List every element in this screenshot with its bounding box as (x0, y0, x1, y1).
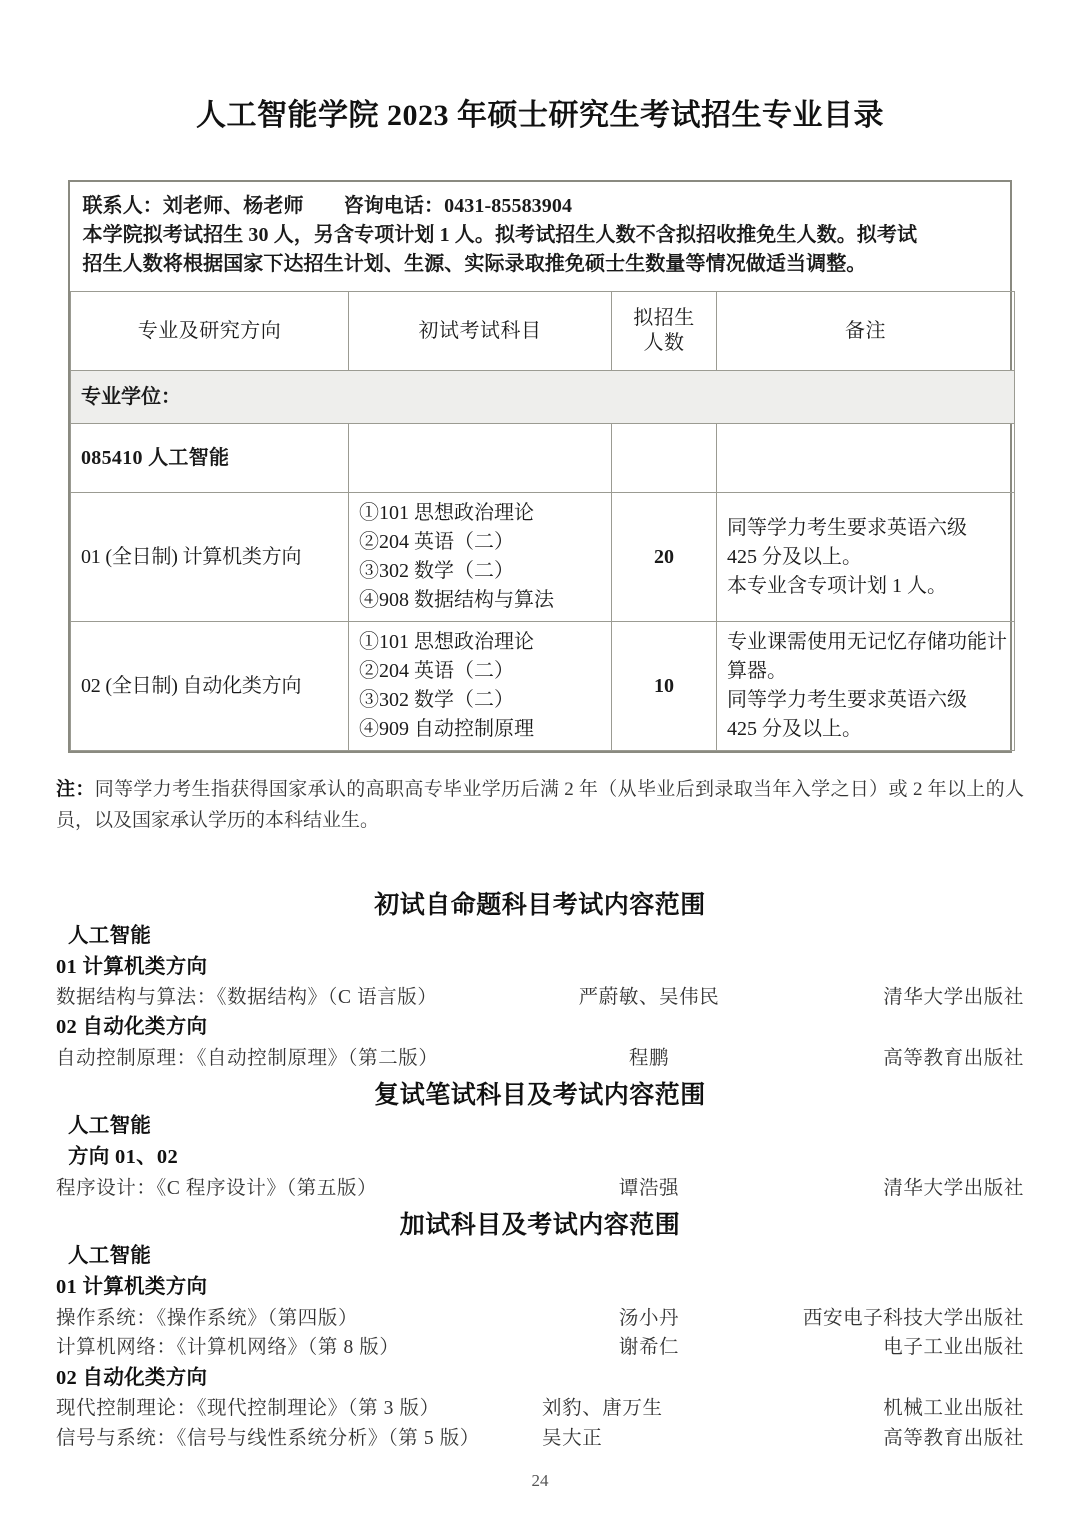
planned-enrollment-count: 20 (612, 493, 717, 622)
table-header-row (71, 292, 1015, 371)
section-heading-initial-exam: 初试自命题科目考试内容范围 (374, 891, 706, 919)
contact-line-3: 招生人数将根据国家下达招生计划、生源、实际录取推免硕士生数量等情况做适当调整。 (82, 253, 867, 275)
exam-subject-item: ①101 思想政治理论 (359, 502, 534, 524)
column-header-subjects: 初试考试科目 (349, 292, 612, 371)
section-body-initial-exam (56, 921, 1024, 1074)
degree-type-label: 专业学位： (71, 371, 1015, 424)
section-heading-retest-written: 复试笔试科目及考试内容范围 (374, 1082, 706, 1110)
direction-group-label: 01 计算机类方向 (56, 955, 208, 978)
footnote-label: 注： (56, 779, 95, 800)
book-entry (56, 983, 1024, 1013)
book-entry (56, 1044, 1024, 1074)
contact-label: 联系人： (82, 195, 163, 217)
remark-item: 算器。 (727, 660, 787, 682)
program-name: 人工智能 (68, 924, 152, 947)
book-author: 程鹏 (628, 1047, 670, 1069)
degree-code-remark-empty (717, 424, 1015, 493)
column-header-count-line1: 拟招生 (633, 307, 695, 329)
direction-group-label: 02 自动化类方向 (56, 1366, 208, 1389)
book-publisher: 高等教育出版社 (883, 1047, 1024, 1069)
book-title: 计算机网络：《计算机网络》（第 8 版） (56, 1337, 400, 1359)
degree-code-label: 085410 人工智能 (71, 424, 349, 493)
phone-number: 0431-85583904 (444, 195, 573, 217)
degree-code-subjects-empty (349, 424, 612, 493)
book-author: 刘豹、唐万生 (542, 1397, 663, 1419)
section-body-additional-exam (56, 1241, 1024, 1453)
book-author: 谢希仁 (618, 1337, 680, 1359)
book-entry (56, 1174, 1024, 1204)
exam-subjects-list (349, 622, 612, 751)
book-title: 自动控制原理：《自动控制原理》（第二版） (56, 1047, 439, 1069)
column-header-major: 专业及研究方向 (71, 292, 349, 371)
book-publisher: 机械工业出版社 (883, 1397, 1024, 1419)
book-title: 信号与系统：《信号与线性系统分析》（第 5 版） (56, 1427, 480, 1449)
book-title: 程序设计：《C 程序设计》（第五版） (56, 1177, 378, 1199)
remark-item: 本专业含专项计划 1 人。 (727, 574, 947, 597)
degree-type-band-row (71, 371, 1015, 424)
phone-label: 咨询电话： (343, 195, 445, 217)
direction-name: 01 (全日制) 计算机类方向 (71, 493, 349, 622)
admissions-table (70, 182, 1015, 751)
column-header-count-line2: 人数 (643, 332, 685, 354)
exam-subject-item: ④908 数据结构与算法 (359, 589, 554, 611)
table-row (71, 493, 1015, 622)
book-author: 汤小丹 (618, 1307, 680, 1329)
book-entry (56, 1424, 1024, 1454)
direction-group-label: 01 计算机类方向 (56, 1276, 208, 1299)
footnote (56, 775, 1024, 837)
degree-code-count-empty (612, 424, 717, 493)
book-author: 吴大正 (542, 1427, 603, 1449)
book-author: 严蔚敏、吴伟民 (578, 986, 720, 1008)
remark-list (717, 493, 1015, 622)
exam-subject-item: ①101 思想政治理论 (359, 631, 534, 653)
book-publisher: 西安电子科技大学出版社 (802, 1307, 1024, 1329)
book-title: 现代控制理论：《现代控制理论》（第 3 版） (56, 1397, 440, 1419)
direction-group-label: 方向 01、02 (68, 1146, 179, 1169)
book-title: 操作系统：《操作系统》（第四版） (56, 1307, 359, 1329)
contact-names: 刘老师、杨老师 (162, 195, 304, 217)
footnote-text: 同等学力考生指获得国家承认的高职高专毕业学历后满 2 年（从毕业后到录取当年入学之日）或 2 年以上的人员，以及国家承认学历的本科结业生。 (56, 779, 1024, 831)
admissions-table-wrapper (68, 180, 1012, 753)
section-heading-additional-exam: 加试科目及考试内容范围 (399, 1212, 681, 1240)
book-entry (56, 1304, 1024, 1334)
book-publisher: 清华大学出版社 (883, 986, 1024, 1008)
remark-list (717, 622, 1015, 751)
direction-name: 02 (全日制) 自动化类方向 (71, 622, 349, 751)
page-title: 人工智能学院 2023 年硕士研究生考试招生专业目录 (196, 99, 884, 132)
book-publisher: 高等教育出版社 (883, 1427, 1024, 1449)
page-number: 24 (531, 1471, 549, 1490)
book-entry (56, 1333, 1024, 1363)
exam-subject-item: ②204 英语（二） (359, 531, 514, 553)
exam-subject-item: ②204 英语（二） (359, 660, 514, 682)
book-author: 谭浩强 (618, 1177, 680, 1199)
remark-item: 同等学力考生要求英语六级 (727, 516, 967, 539)
column-header-remark: 备注 (717, 292, 1015, 371)
contact-line-2: 本学院拟考试招生 30 人，另含专项计划 1 人。拟考试招生人数不含拟招收推免生人数。拟考试 (82, 224, 918, 246)
column-header-count (612, 292, 717, 371)
exam-subjects-list (349, 493, 612, 622)
planned-enrollment-count: 10 (612, 622, 717, 751)
remark-item: 同等学力考生要求英语六级 (727, 689, 967, 711)
book-entry (56, 1394, 1024, 1424)
book-publisher: 电子工业出版社 (883, 1337, 1024, 1359)
book-title: 数据结构与算法：《数据结构》（C 语言版） (56, 986, 438, 1008)
exam-subject-item: ③302 数学（二） (359, 689, 514, 711)
section-body-retest-written (56, 1111, 1024, 1203)
exam-subject-item: ④909 自动控制原理 (359, 718, 534, 740)
program-name: 人工智能 (68, 1115, 152, 1138)
table-row (71, 622, 1015, 751)
program-name: 人工智能 (68, 1245, 152, 1268)
remark-item: 专业课需使用无记忆存储功能计 (727, 631, 1007, 653)
remark-item: 425 分及以上。 (727, 545, 862, 568)
direction-group-label: 02 自动化类方向 (56, 1016, 208, 1039)
exam-subject-item: ③302 数学（二） (359, 560, 514, 582)
contact-row (71, 182, 1015, 292)
contact-line-1 (83, 192, 1005, 221)
degree-code-row (71, 424, 1015, 493)
book-publisher: 清华大学出版社 (883, 1177, 1024, 1199)
contact-block (71, 182, 1015, 292)
remark-item: 425 分及以上。 (727, 718, 862, 740)
